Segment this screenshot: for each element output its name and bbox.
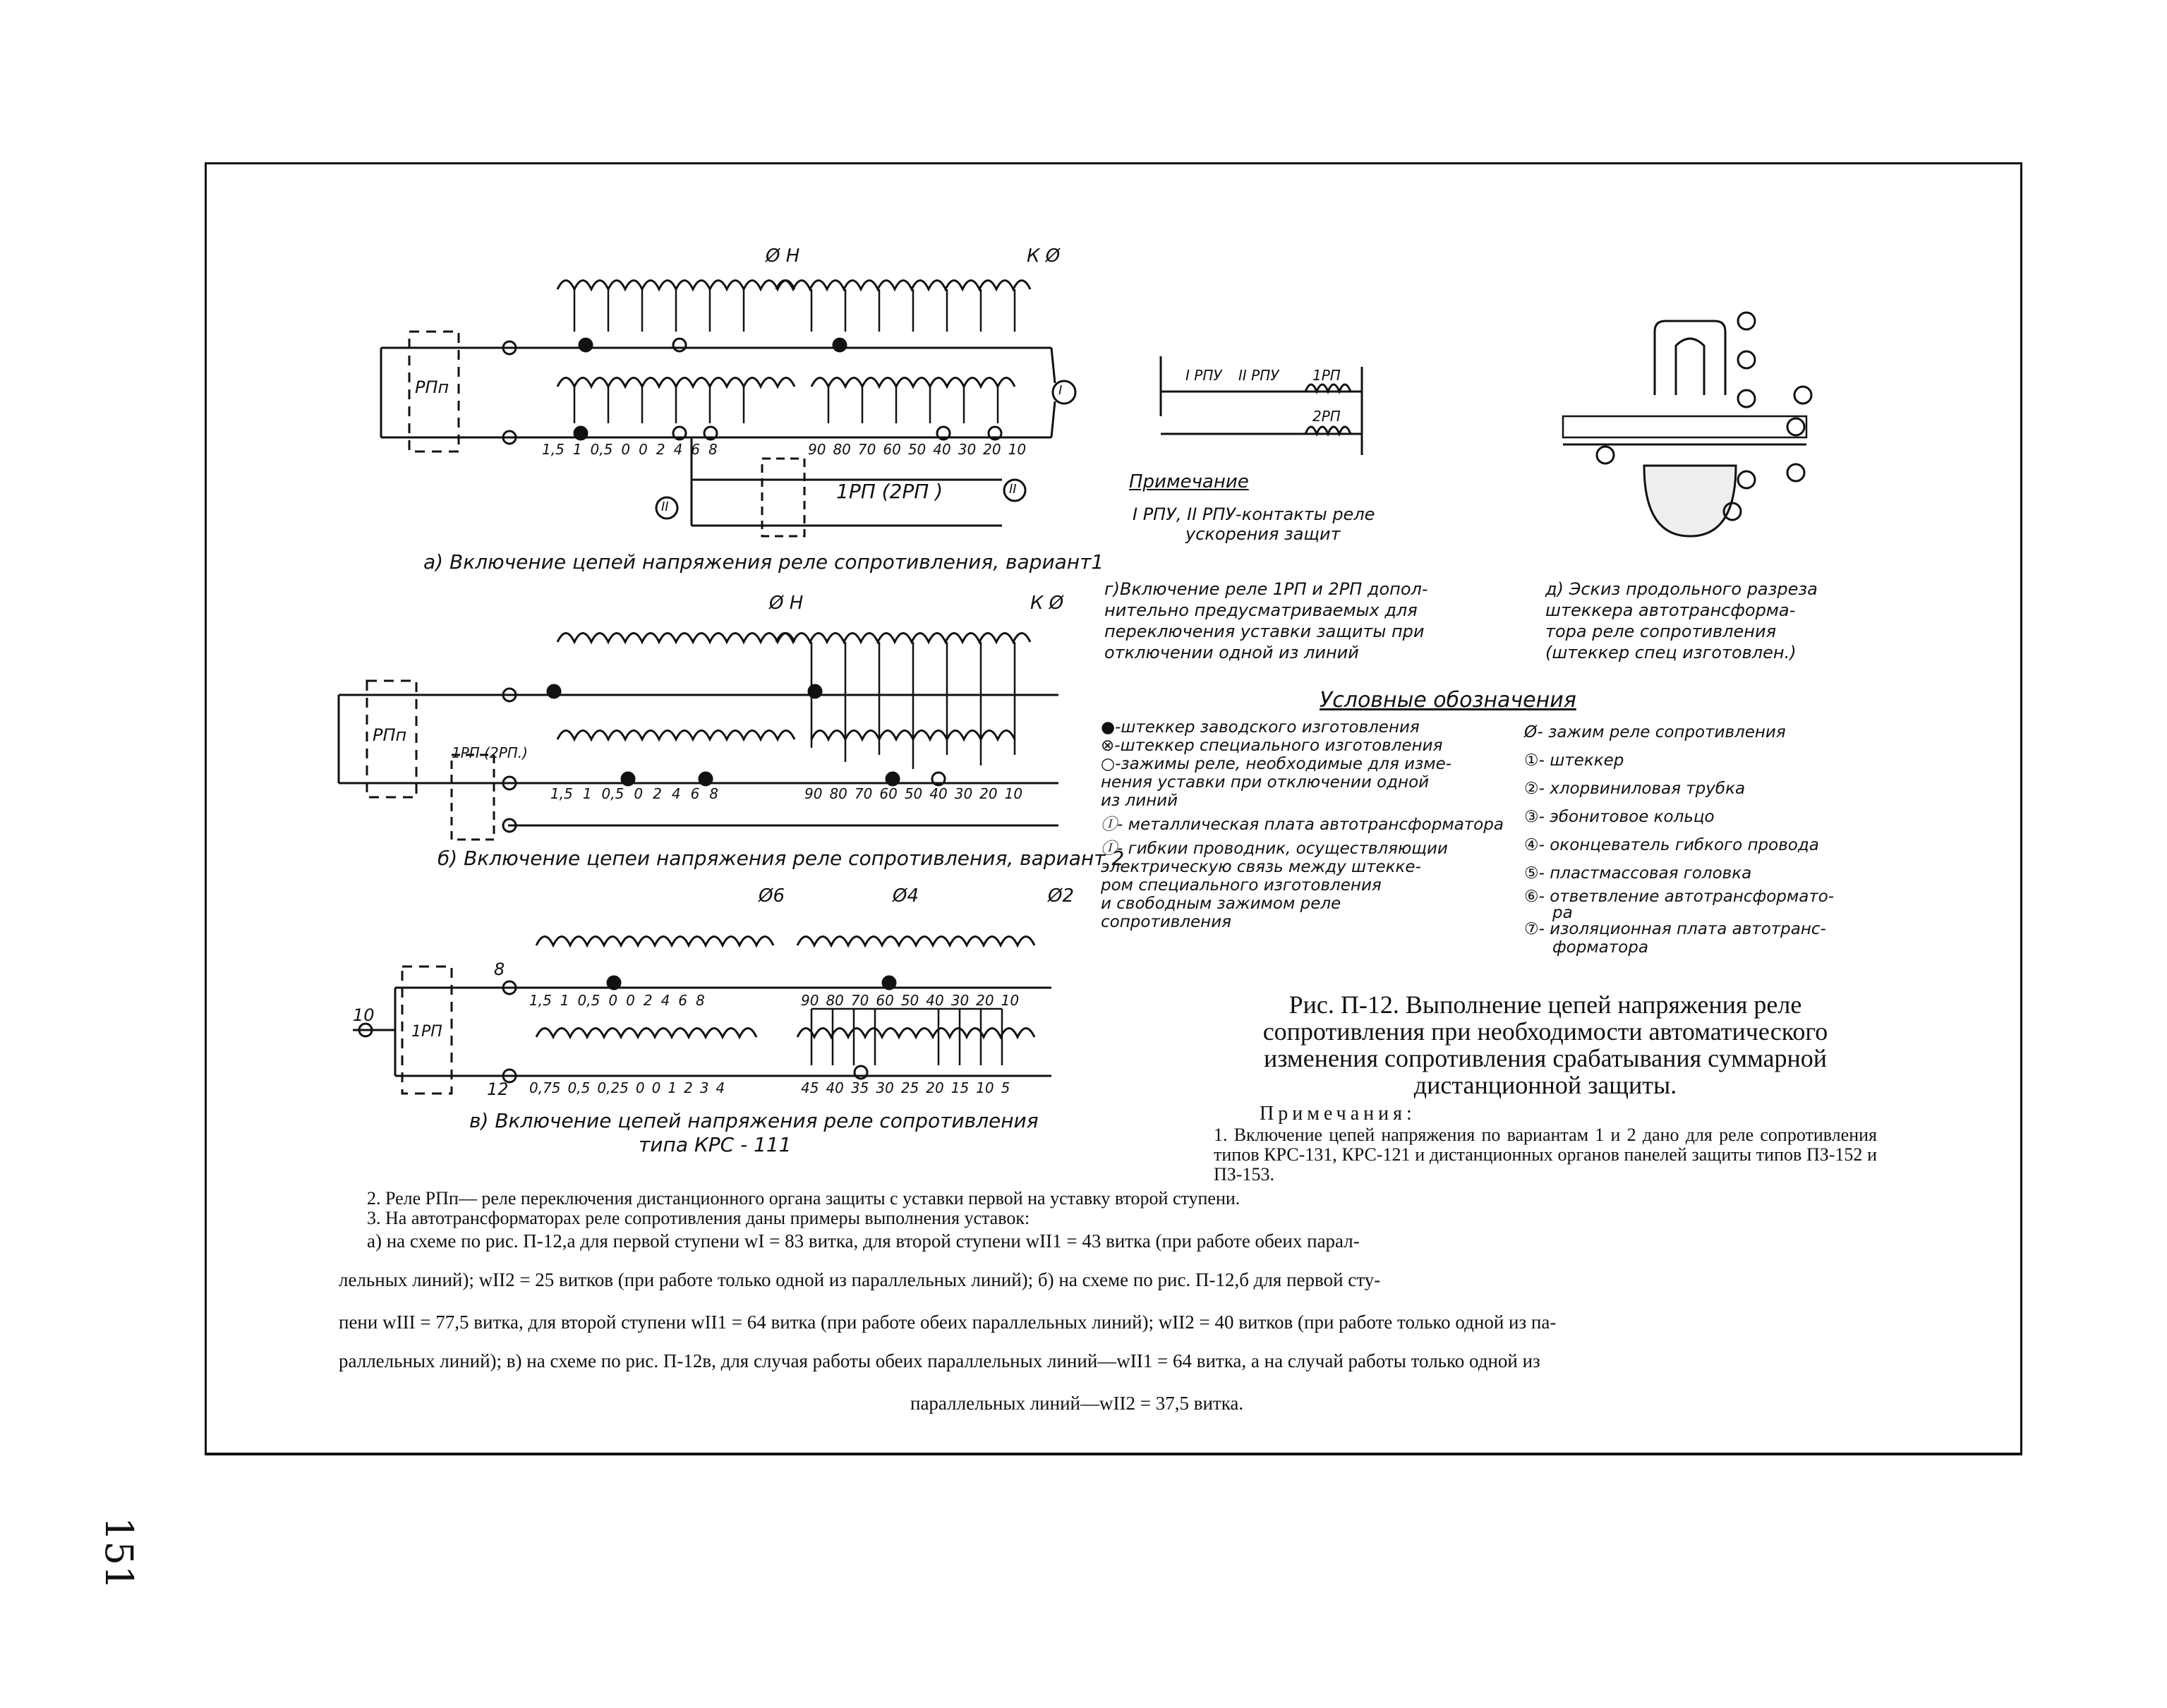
note-2: 2. Реле РПп— реле переключения дистанционного органа защиты с уставки первой на уставку второй ступени. bbox=[367, 1188, 1241, 1209]
legend-item: ⊗-штеккер специального изготовления bbox=[1101, 737, 1443, 755]
tap-label: 15 bbox=[950, 1079, 970, 1096]
tap-label: 10 bbox=[1004, 785, 1023, 802]
legend-item: Ø- зажим реле сопротивления bbox=[1524, 723, 1786, 741]
tap-label: 60 bbox=[883, 441, 901, 458]
legend-right bbox=[1524, 718, 1891, 957]
tap-label: 0,75 bbox=[529, 1079, 561, 1096]
tap-label: 60 bbox=[876, 992, 894, 1009]
tap-label: 1 bbox=[560, 992, 569, 1009]
scheme-g-note-1: I РПУ, II РПУ-контакты реле bbox=[1133, 504, 1375, 524]
note-1: 1. Включение цепей напряжения по вариантам 1 и 2 дано для реле сопротивления типов КРС-131, КРС-121 и дистанционных органов панелей защиты типов ПЗ-152 и ПЗ-153. bbox=[1214, 1125, 1877, 1185]
scheme-a-terminal-k: К Ø bbox=[1027, 246, 1061, 267]
tap-label: 0 bbox=[651, 1079, 661, 1096]
scheme-c-terminal-6: Ø6 bbox=[759, 885, 785, 907]
legend-item: ③- эбонитовое кольцо bbox=[1524, 808, 1715, 826]
tap-label: 8 bbox=[696, 992, 705, 1009]
tap-label: 50 bbox=[907, 441, 926, 458]
tap-label: 80 bbox=[826, 992, 844, 1009]
tap-label: 45 bbox=[801, 1079, 819, 1096]
tap-label: 70 bbox=[854, 785, 873, 802]
tap-label: 2 bbox=[684, 1079, 693, 1096]
caption-line: д) Эскиз продольного разреза bbox=[1545, 579, 1818, 599]
scheme-g-contact-2: II РПУ bbox=[1238, 367, 1279, 384]
scheme-c bbox=[353, 937, 1051, 1094]
scheme-b bbox=[339, 634, 1058, 840]
legend-item: Ⓘ- металлическая плата автотрансформатора bbox=[1101, 816, 1504, 834]
tap-label: 25 bbox=[900, 1079, 919, 1096]
caption-line: тора реле сопротивления bbox=[1545, 622, 1777, 641]
note-3-line-5: параллельных линий—wII2 = 37,5 витка. bbox=[910, 1393, 1244, 1414]
tap-label: 0 bbox=[621, 441, 631, 458]
tap-label: 0 bbox=[626, 992, 635, 1009]
scheme-a-relay-1rp: 1РП (2РП ) bbox=[836, 480, 943, 503]
scheme-a bbox=[381, 281, 1075, 537]
figure-title: Рис. П-12. Выполнение цепей напряжения реле сопротивления при необходимости автоматического изменения сопротивления срабатывания суммарной дистанционной защиты. bbox=[1262, 991, 1828, 1099]
legend-item: ①- штеккер bbox=[1524, 751, 1624, 770]
legend-title: Условные обозначения bbox=[1320, 688, 1576, 713]
scheme-g-coil-1: 1РП bbox=[1312, 367, 1341, 384]
scheme-b-relay-1rp: 1РП (2РП.) bbox=[452, 744, 528, 761]
marker-label: II bbox=[1009, 482, 1017, 497]
tap-label: 20 bbox=[979, 785, 998, 802]
tap-label: 80 bbox=[833, 441, 851, 458]
tap-label: 6 bbox=[678, 992, 688, 1009]
scheme-b-terminal-n: Ø Н bbox=[769, 593, 804, 614]
scheme-b-taps-right bbox=[804, 785, 1022, 802]
tap-label: 40 bbox=[933, 441, 951, 458]
tap-label: 1,5 bbox=[550, 785, 573, 802]
legend-item: ○-зажимы реле, необходимые для изме- bbox=[1101, 755, 1452, 773]
scheme-c-num-12: 12 bbox=[487, 1079, 509, 1099]
legend-item: ром специального изготовления bbox=[1101, 876, 1382, 895]
tap-label: 0 bbox=[608, 992, 618, 1009]
scheme-c-caption-2: типа КРС - 111 bbox=[639, 1133, 792, 1156]
tap-label: 30 bbox=[876, 1079, 894, 1096]
tap-label: 40 bbox=[926, 992, 944, 1009]
scheme-c-caption-1: в) Включение цепей напряжения реле сопротивления bbox=[469, 1109, 1039, 1132]
tap-label: 20 bbox=[926, 1079, 944, 1096]
scheme-c-terminal-4: Ø4 bbox=[893, 885, 919, 907]
caption-line: (штеккер спец изготовлен.) bbox=[1545, 643, 1797, 662]
caption-line: отключении одной из линий bbox=[1104, 643, 1359, 662]
scheme-a-relay-rpp: РПп bbox=[415, 377, 449, 397]
caption-line: г)Включение реле 1РП и 2РП допол- bbox=[1104, 579, 1428, 599]
scheme-b-taps-left bbox=[550, 785, 718, 802]
scheme-b-relay-rpp: РПп bbox=[373, 725, 407, 745]
tap-label: 90 bbox=[804, 785, 823, 802]
tap-label: 0,25 bbox=[597, 1079, 629, 1096]
legend-item: Ⓘ- гибкии проводник, осуществляющии bbox=[1101, 840, 1448, 858]
tap-label: 35 bbox=[850, 1079, 869, 1096]
legend-item: из линий bbox=[1101, 792, 1178, 810]
scheme-c-taps-bottom-left bbox=[529, 1079, 725, 1096]
tap-label: 50 bbox=[900, 992, 919, 1009]
tap-label: 0,5 bbox=[601, 785, 624, 802]
legend-item: ⑦- изоляционная плата автотранс- bbox=[1524, 920, 1826, 938]
tap-label: 80 bbox=[829, 785, 847, 802]
tap-label: 30 bbox=[958, 441, 977, 458]
scheme-g-caption bbox=[1104, 579, 1428, 663]
legend-item: и свободным зажимом реле bbox=[1101, 895, 1341, 913]
tap-label: 0,5 bbox=[577, 992, 600, 1009]
tap-label: 8 bbox=[708, 441, 718, 458]
scheme-d bbox=[1563, 313, 1811, 536]
scheme-a-terminal-n: Ø Н bbox=[766, 246, 800, 267]
page-number: 151 bbox=[97, 1517, 141, 1590]
tap-label: 3 bbox=[699, 1079, 709, 1096]
tap-label: 1 bbox=[582, 785, 592, 802]
factory-plug bbox=[579, 339, 592, 351]
scheme-b-caption: б) Включение цепеи напряжения реле сопротивления, вариант 2 bbox=[437, 847, 1125, 870]
tap-label: 20 bbox=[983, 441, 1001, 458]
tap-label: 40 bbox=[929, 785, 948, 802]
tap-label: 6 bbox=[690, 785, 700, 802]
tap-label: 1,5 bbox=[542, 441, 565, 458]
scheme-c-num-8: 8 bbox=[494, 959, 505, 979]
tap-label: 30 bbox=[954, 785, 973, 802]
scheme-c-num-10: 10 bbox=[353, 1005, 375, 1025]
tap-label: 0,5 bbox=[567, 1079, 591, 1096]
tap-label: 2 bbox=[656, 441, 665, 458]
scheme-c-terminal-2: Ø2 bbox=[1048, 885, 1075, 907]
tap-label: 0 bbox=[635, 1079, 645, 1096]
marker-label: I bbox=[1058, 383, 1063, 398]
factory-plug bbox=[833, 339, 846, 351]
scheme-a-taps-right bbox=[808, 441, 1026, 458]
tap-label: 20 bbox=[976, 992, 994, 1009]
caption-line: нительно предусматриваемых для bbox=[1104, 600, 1418, 620]
tap-label: 8 bbox=[709, 785, 719, 802]
tap-label: 2 bbox=[643, 992, 653, 1009]
tap-label: 0 bbox=[634, 785, 644, 802]
tap-label: 10 bbox=[1008, 441, 1027, 458]
tap-label: 90 bbox=[801, 992, 819, 1009]
tap-label: 4 bbox=[660, 992, 670, 1009]
legend-item: ④- оконцеватель гибкого провода bbox=[1524, 836, 1819, 854]
legend-item: ⑤- пластмассовая головка bbox=[1524, 864, 1752, 883]
legend-item: ●-штеккер заводского изготовления bbox=[1101, 718, 1420, 737]
tap-label: 1 bbox=[572, 441, 582, 458]
notes-heading: Примечания: bbox=[1260, 1103, 1416, 1125]
caption-line: переключения уставки защиты при bbox=[1104, 622, 1425, 641]
plate-marker-a bbox=[1053, 381, 1075, 404]
legend-item: нения уставки при отключении одной bbox=[1101, 773, 1430, 792]
tap-label: 70 bbox=[857, 441, 876, 458]
tap-label: 1,5 bbox=[529, 992, 552, 1009]
tap-label: 0 bbox=[639, 441, 648, 458]
caption-line: штеккера автотрансформа- bbox=[1545, 600, 1796, 620]
tap-label: 4 bbox=[716, 1079, 725, 1096]
tap-label: 6 bbox=[691, 441, 701, 458]
note-3-intro: 3. На автотрансформаторах реле сопротивления даны примеры выполнения уставок: bbox=[367, 1208, 1030, 1228]
legend-item: сопротивления bbox=[1101, 913, 1231, 931]
legend-item: ра bbox=[1552, 904, 1573, 922]
note-3-line-1: а) на схеме по рис. П-12,а для первой ступени wI = 83 витка, для второй ступени wII1 = 43 витка (при работе обеих парал- bbox=[367, 1230, 1360, 1252]
scheme-c-taps-bottom-right bbox=[801, 1079, 1010, 1096]
legend-item: форматора bbox=[1552, 938, 1648, 957]
scheme-a-caption: а) Включение цепей напряжения реле сопротивления, вариант1 bbox=[423, 550, 1104, 574]
tap-label: 2 bbox=[653, 785, 662, 802]
tap-label: 70 bbox=[850, 992, 869, 1009]
special-plug bbox=[673, 339, 686, 351]
tap-label: 10 bbox=[1001, 992, 1020, 1009]
tap-label: 10 bbox=[976, 1079, 994, 1096]
factory-plug bbox=[574, 427, 587, 440]
tap-label: 50 bbox=[904, 785, 923, 802]
tap-label: 0,5 bbox=[590, 441, 613, 458]
tap-label: 40 bbox=[826, 1079, 844, 1096]
note-3-line-3: пени wIII = 77,5 витка, для второй ступени wII1 = 64 витка (при работе обеих параллельных линий); wII2 = 40 витков (при работе только одной из па- bbox=[339, 1312, 1557, 1333]
scheme-g-coil-2: 2РП bbox=[1312, 408, 1341, 425]
scheme-d-caption bbox=[1545, 579, 1818, 663]
legend-item: ②- хлорвиниловая трубка bbox=[1524, 780, 1746, 798]
tap-label: 1 bbox=[668, 1079, 677, 1096]
tap-label: 4 bbox=[673, 441, 683, 458]
tap-label: 4 bbox=[671, 785, 681, 802]
legend-left bbox=[1101, 718, 1524, 931]
tap-label: 60 bbox=[879, 785, 898, 802]
scheme-c-relay-1rp: 1РП bbox=[411, 1023, 442, 1041]
tap-label: 90 bbox=[808, 441, 826, 458]
scheme-b-terminal-k: К Ø bbox=[1030, 593, 1064, 614]
note-3-line-2: лельных линий); wII2 = 25 витков (при работе только одной из параллельных линий); б) на схеме по рис. П-12,б для первой сту- bbox=[339, 1269, 1381, 1290]
marker-label: II bbox=[661, 499, 669, 514]
note-3-line-4: раллельных линий); в) на схеме по рис. П-12в, для случая работы обеих параллельных линий—wII1 = 64 витка, а на случай работы только одной из bbox=[339, 1350, 1540, 1371]
scheme-a-taps-left bbox=[542, 441, 718, 458]
tap-label: 5 bbox=[1001, 1079, 1010, 1096]
scheme-g-contact-1: I РПУ bbox=[1185, 367, 1222, 384]
scheme-g-note-2: ускорения защит bbox=[1185, 524, 1341, 544]
legend-item: электрическую связь между штекке- bbox=[1101, 858, 1421, 876]
scheme-g-note-title: Примечание bbox=[1129, 471, 1249, 492]
scheme-c-taps-top-left bbox=[529, 992, 705, 1009]
legend-item: ⑥- ответвление автотрансформато- bbox=[1524, 888, 1835, 906]
tap-label: 30 bbox=[950, 992, 970, 1009]
scheme-c-taps-top-right bbox=[801, 992, 1019, 1009]
